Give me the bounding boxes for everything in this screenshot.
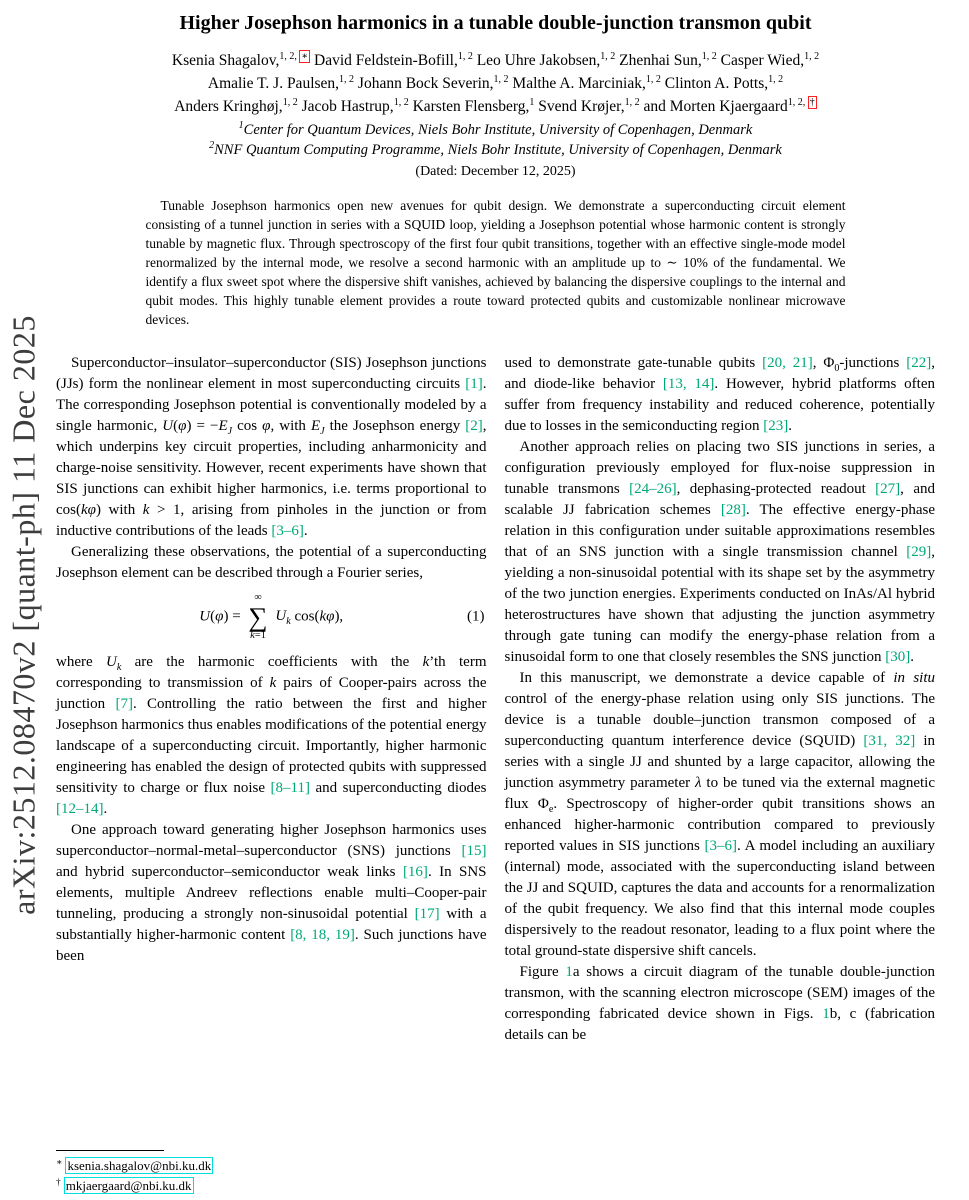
right-column bbox=[505, 353, 936, 1046]
citation-link[interactable]: [3–6] bbox=[271, 523, 304, 539]
footnote-rule bbox=[56, 1150, 164, 1151]
equation-number: (1) bbox=[467, 608, 485, 625]
footnotes bbox=[56, 1150, 486, 1196]
citation-link[interactable]: [30] bbox=[885, 649, 911, 665]
citation-link[interactable]: [13, 14] bbox=[662, 376, 715, 392]
email-link[interactable]: mkjaergaard@nbi.ku.dk bbox=[65, 1178, 192, 1193]
arxiv-watermark: arXiv:2512.08470v2 [quant-ph] 11 Dec 2025 bbox=[5, 315, 42, 915]
citation-link[interactable]: 1 bbox=[565, 964, 573, 980]
citation-link[interactable]: [7] bbox=[115, 696, 133, 712]
paragraph: Figure 1a shows a circuit diagram of the tunable double-junction transmon, with the scanning electron microscope (SEM) images of the corresponding fabricated device shown in Figs. 1b, c (fabrication details can be bbox=[504, 964, 936, 1043]
paragraph: used to demonstrate gate-tunable qubits [20, 21], $\Phi_0$-junctions [22], and diode-like behavior [13, 14]. However, hybrid platforms often suffer from frequency instability and reduced coherence, potentially due to losses in the semiconducting region [23]. bbox=[504, 355, 935, 434]
paragraph: One approach toward generating higher Josephson harmonics uses superconductor–normal-metal–superconductor (SNS) junctions [15] and hybrid superconductor–semiconductor weak links [16]. In SNS elements, multiple Andreev reflections enable multi–Cooper-pair tunneling, producing a strongly non-sinusoidal potential [17] with a substantially higher-harmonic content [8, 18, 19]. Such junctions have been bbox=[56, 822, 487, 964]
summation-lower-limit: k=1 bbox=[250, 629, 266, 641]
equation-1 bbox=[56, 593, 487, 641]
paragraph: where $U_k$ are the harmonic coefficients with the k’th term corresponding to transmission of k pairs of Cooper-pairs across the junction [7]. Controlling the ratio between the first and higher Josephson harmonics thus enables modifications of the potential energy landscape of a superconducting circuit. Importantly, higher harmonic engineering has enabled the design of protected qubits with suppressed sensitivity to charge or flux noise [8–11] and superconducting diodes [12–14]. bbox=[56, 654, 487, 817]
citation-link[interactable]: [1] bbox=[465, 376, 483, 392]
paragraph: Generalizing these observations, the potential of a superconducting Josephson element can be described through a Fourier series, bbox=[56, 544, 487, 581]
summation-upper-limit: ∞ bbox=[254, 592, 262, 603]
citation-link[interactable]: [15] bbox=[461, 843, 487, 859]
equation-lhs: U(φ) = bbox=[199, 608, 241, 625]
summation bbox=[248, 593, 267, 641]
footnote-marker: ∗ bbox=[56, 1157, 63, 1168]
citation-link[interactable]: [31, 32] bbox=[863, 733, 916, 749]
dated-line: (Dated: December 12, 2025) bbox=[415, 164, 576, 179]
paragraph: Superconductor–insulator–superconductor (SIS) Josephson junctions (JJs) form the nonlinear element in most superconducting circuits [1]. The corresponding Josephson potential is conventionally modeled by a single harmonic, $U(\varphi) = -E_J$ cos φ, with $E_J$ the Josephson energy [2], which underpins key circuit properties, including anharmonicity and charge-noise sensitivity. However, recent experiments have shown that SIS junctions can exhibit higher harmonics, i.e. terms proportional to cos(kφ) with k > 1, arising from pinholes in the junction or from inductive contributions of the leads [3–6]. bbox=[56, 355, 487, 539]
author-list bbox=[56, 49, 935, 118]
citation-link[interactable]: [22] bbox=[906, 355, 932, 371]
citation-link[interactable]: [16] bbox=[402, 864, 428, 880]
citation-link[interactable]: [12–14] bbox=[56, 801, 104, 817]
citation-link[interactable]: [3–6] bbox=[704, 838, 738, 854]
footnote-marker-link[interactable]: ∗ bbox=[301, 50, 309, 62]
paper-header bbox=[56, 12, 935, 329]
page-title: Higher Josephson harmonics in a tunable double-junction transmon qubit bbox=[179, 12, 812, 34]
citation-link[interactable]: [17] bbox=[414, 906, 440, 922]
citation-link[interactable]: [23] bbox=[763, 418, 789, 434]
author-line: Ksenia Shagalov,$^{1, 2, ∗}$ David Feldstein-Bofill,$^{1, 2}$ Leo Uhre Jakobsen,$^{1, 2}$ Zhenhai Sun,$^{1, 2}$ Casper Wied,$^{1, 2}$ bbox=[171, 50, 820, 69]
citation-link[interactable]: [2] bbox=[465, 418, 483, 434]
affiliation: $^2$NNF Quantum Computing Programme, Niels Bohr Institute, University of Copenhagen, Denmark bbox=[209, 140, 782, 158]
citation-link[interactable]: [8–11] bbox=[270, 780, 310, 796]
author-line: Anders Kringhøj,$^{1, 2}$ Jacob Hastrup,$^{1, 2}$ Karsten Flensberg,$^1$ Svend Krøjer,$^{1, 2}$ and Morten Kjaergaard$^{1, 2, \dagger}$ bbox=[174, 96, 815, 115]
footnote bbox=[56, 1176, 486, 1196]
equation-rhs: $U_k$ cos(kφ), bbox=[275, 608, 344, 628]
two-column-body bbox=[56, 353, 935, 1046]
sigma-icon: ∑ bbox=[248, 601, 268, 632]
citation-link[interactable]: [27] bbox=[875, 481, 901, 497]
citation-link[interactable]: [28] bbox=[720, 502, 746, 518]
citation-link[interactable]: [8, 18, 19] bbox=[290, 927, 355, 943]
citation-link[interactable]: [29] bbox=[906, 544, 932, 560]
citation-link[interactable]: 1 bbox=[822, 1006, 830, 1022]
paragraph: Another approach relies on placing two SIS junctions in series, a configuration previously employed for flux-noise suppression in tunable transmons [24–26], dephasing-protected readout [27], and scalable JJ fabrication schemes [28]. The effective energy-phase relation in this configuration under suitable approximations resembles that of an SNS junction with a single transmission channel [29], yielding a non-sinusoidal potential with its shape set by the asymmetry of the two junction energies. Experiments conducted on InAs/Al hybrid heterostructures have shown that adjusting the junction asymmetry through gate tuning can modify the energy-phase relation from a sinusoidal form to one that closely resembles the SNS junction [30]. bbox=[504, 439, 936, 665]
footnote-marker-link[interactable]: † bbox=[809, 96, 815, 108]
affiliation: $^1$Center for Quantum Devices, Niels Bohr Institute, University of Copenhagen, Denmark bbox=[238, 120, 753, 138]
footnote-marker: † bbox=[56, 1177, 61, 1188]
paragraph: In this manuscript, we demonstrate a device capable of in situ control of the energy-phase relation using only SIS junctions. The device is a tunable double–junction transmon composed of a superconducting quantum interference device (SQUID) [31, 32] in series with a single JJ and shunted by a large capacitor, allowing the junction asymmetry parameter λ to be tuned via the external magnetic flux $\Phi_e$. Spectroscopy of higher-order qubit transitions shows an enhanced higher-harmonic contribution compared to previously reported values in SIS junctions [3–6]. A model including an auxiliary (internal) mode, associated with the superconducting island between the JJ and SQUID, captures the data and accounts for a renormalization of the qubit frequency. We also find that this internal mode couples dispersively to the readout resonator, leading to a flux point where the total ground-state dispersive shift cancels. bbox=[504, 670, 935, 959]
author-line: Amalie T. J. Paulsen,$^{1, 2}$ Johann Bock Severin,$^{1, 2}$ Malthe A. Marciniak,$^{1, 2}$ Clinton A. Potts,$^{1, 2}$ bbox=[207, 73, 784, 92]
citation-link[interactable]: [24–26] bbox=[629, 481, 677, 497]
equation-body bbox=[56, 593, 487, 641]
footnote bbox=[56, 1156, 486, 1176]
email-link[interactable]: ksenia.shagalov@nbi.ku.dk bbox=[67, 1158, 212, 1173]
citation-link[interactable]: [20, 21] bbox=[762, 355, 813, 371]
affiliation-list bbox=[56, 120, 935, 160]
left-column bbox=[56, 353, 487, 1046]
abstract: Tunable Josephson harmonics open new avenues for qubit design. We demonstrate a superconducting circuit element consisting of a tunnel junction in series with a SQUID loop, yielding a Josephson potential whose harmonic content is strongly tunable by magnetic flux. Through spectroscopy of the first four qubit transitions, together with an effective single-mode model renormalized by the internal mode, we resolve a second harmonic with an amplitude up to ∼ 10% of the fundamental. We identify a flux sweet spot where the dispersive shift vanishes, achieved by balancing the dispersive couplings to the internal and qubit modes. This highly tunable element provides a route toward protected qubits and customizable nonlinear microwave devices. bbox=[145, 198, 846, 327]
